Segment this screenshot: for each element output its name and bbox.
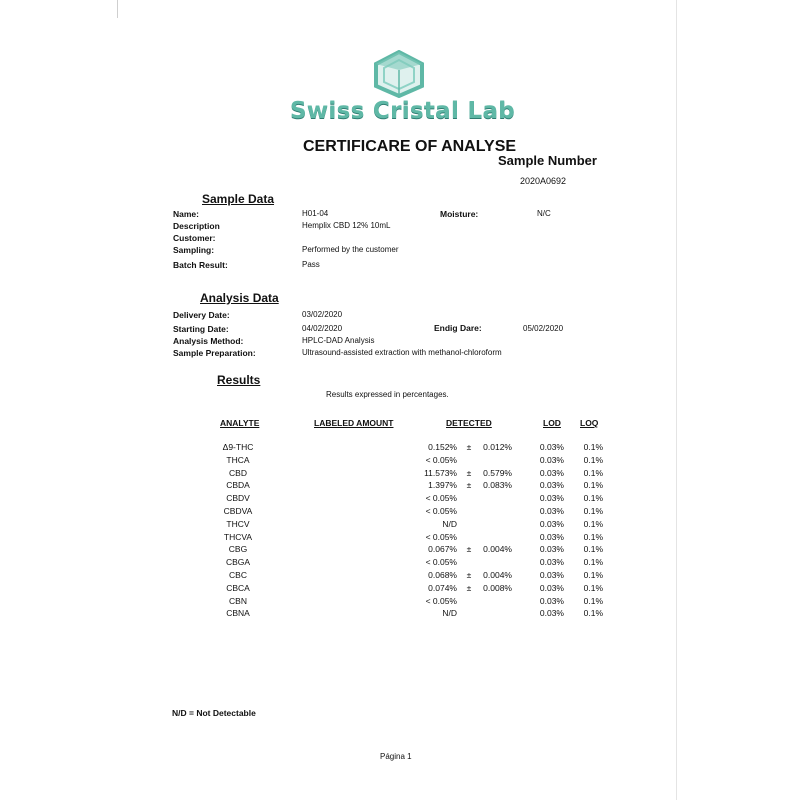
uncertainty-cell: 0.004% [483,570,512,580]
page-title: CERTIFICARE OF ANALYSE [303,138,517,155]
loq-cell: 0.1% [583,518,603,529]
analyte-cell: CBN [229,595,247,606]
loq-cell: 0.1% [583,608,603,619]
sampling-value: Performed by the customer [302,245,399,254]
description-value: Hemplix CBD 12% 10mL [302,221,391,230]
loq-cell: 0.1% [583,582,603,593]
detected-cell: < 0.05% [425,506,457,516]
loq-cell: 0.1% [583,442,603,452]
lod-cell: 0.03% [539,442,564,452]
loq-cell: 0.1% [583,531,603,542]
delivery-date-value: 03/02/2020 [302,310,343,319]
delivery-date-label: Delivery Date: [173,310,230,320]
lod-cell: 0.03% [539,570,564,580]
detected-cell: N/D [442,518,457,529]
analyte-cell: CBC [229,570,247,580]
lod-cell: 0.03% [539,608,564,619]
sample-data-heading: Sample Data [202,192,275,206]
batch-result-value: Pass [302,260,320,269]
analyte-cell: CBDVA [223,506,253,516]
uncertainty-cell: 0.004% [483,544,512,555]
analyte-cell: CBCA [226,582,250,593]
lod-cell: 0.03% [539,493,564,504]
analyte-cell: CBGA [225,557,251,568]
sampling-label: Sampling: [173,245,215,255]
sample-number-value: 2020A0692 [520,176,567,186]
detected-cell: 0.068% [428,570,457,580]
lod-cell: 0.03% [539,544,564,555]
loq-cell: 0.1% [583,480,603,491]
plus-minus-cell: ± [466,480,472,491]
plus-minus-cell: ± [466,582,472,593]
column-header-lod: LOD [543,418,561,428]
scan-edge-left [117,0,118,18]
scan-edge-right [676,0,677,800]
page-number: Página 1 [380,752,412,761]
uncertainty-cell: 0.008% [483,582,512,593]
detected-cell: 0.074% [428,582,457,593]
detected-cell: < 0.05% [425,595,457,606]
lod-cell: 0.03% [539,467,564,478]
loq-cell: 0.1% [583,557,603,568]
description-label: Description [173,221,220,231]
analyte-cell: THCV [226,518,250,529]
loq-cell: 0.1% [583,467,603,478]
lod-cell: 0.03% [539,557,564,568]
detected-cell: 0.152% [428,442,457,452]
plus-minus-cell: ± [466,467,472,478]
analysis-method-value: HPLC-DAD Analysis [302,336,375,345]
starting-date-label: Starting Date: [173,324,229,334]
sample-number-label: Sample Number [498,153,597,168]
brand-name: Swiss Cristal Lab [290,98,516,124]
lod-cell: 0.03% [539,582,564,593]
plus-minus-cell: ± [466,442,472,452]
column-header-detected: DETECTED [446,418,492,428]
plus-minus-cell: ± [466,570,472,580]
analysis-data-heading: Analysis Data [200,291,279,305]
footnote: N/D = Not Detectable [172,708,256,718]
column-header-loq: LOQ [580,418,599,428]
analyte-cell: THCA [226,454,250,465]
moisture-label: Moisture: [440,209,479,219]
ending-date-label: Endig Dare: [434,323,482,333]
detected-cell: < 0.05% [425,493,457,504]
detected-cell: 11.573% [424,467,457,478]
batch-result-label: Batch Result: [173,260,228,270]
results-heading: Results [217,373,261,387]
uncertainty-cell: 0.083% [483,480,512,491]
customer-label: Customer: [173,233,216,243]
analyte-cell: CBNA [226,608,250,619]
loq-cell: 0.1% [583,506,603,516]
loq-cell: 0.1% [583,493,603,504]
uncertainty-cell: 0.012% [483,442,512,452]
sample-preparation-label: Sample Preparation: [173,348,256,358]
sample-preparation-value: Ultrasound-assisted extraction with methanol-chloroform [302,348,502,357]
name-label: Name: [173,209,199,219]
ending-date-value: 05/02/2020 [523,324,564,333]
name-value: H01-04 [302,209,329,218]
analysis-method-label: Analysis Method: [173,336,244,346]
detected-cell: 0.067% [428,544,457,555]
starting-date-value: 04/02/2020 [302,324,343,333]
uncertainty-cell: 0.579% [483,467,512,478]
column-header-analyte: ANALYTE [220,418,260,428]
lod-cell: 0.03% [539,595,564,606]
moisture-value: N/C [537,209,551,218]
lod-cell: 0.03% [539,506,564,516]
detected-cell: < 0.05% [425,531,457,542]
loq-cell: 0.1% [583,570,603,580]
results-note: Results expressed in percentages. [326,390,449,399]
lod-cell: 0.03% [539,480,564,491]
lod-cell: 0.03% [539,531,564,542]
detected-cell: < 0.05% [425,557,457,568]
lod-cell: 0.03% [539,454,564,465]
detected-cell: < 0.05% [425,454,457,465]
lod-cell: 0.03% [539,518,564,529]
loq-cell: 0.1% [583,595,603,606]
analyte-cell: Δ9-THC [222,442,254,452]
analyte-cell: CBDA [226,480,250,491]
column-header-labeled-amount: LABELED AMOUNT [314,418,394,428]
analyte-cell: CBDV [226,493,250,504]
analyte-cell: THCVA [223,531,253,542]
loq-cell: 0.1% [583,544,603,555]
plus-minus-cell: ± [466,544,472,555]
detected-cell: 1.397% [428,480,457,491]
loq-cell: 0.1% [583,454,603,465]
analyte-cell: CBD [229,467,247,478]
hexagon-crystal-logo-icon [372,50,426,98]
analyte-cell: CBG [228,544,248,555]
detected-cell: N/D [442,608,457,619]
